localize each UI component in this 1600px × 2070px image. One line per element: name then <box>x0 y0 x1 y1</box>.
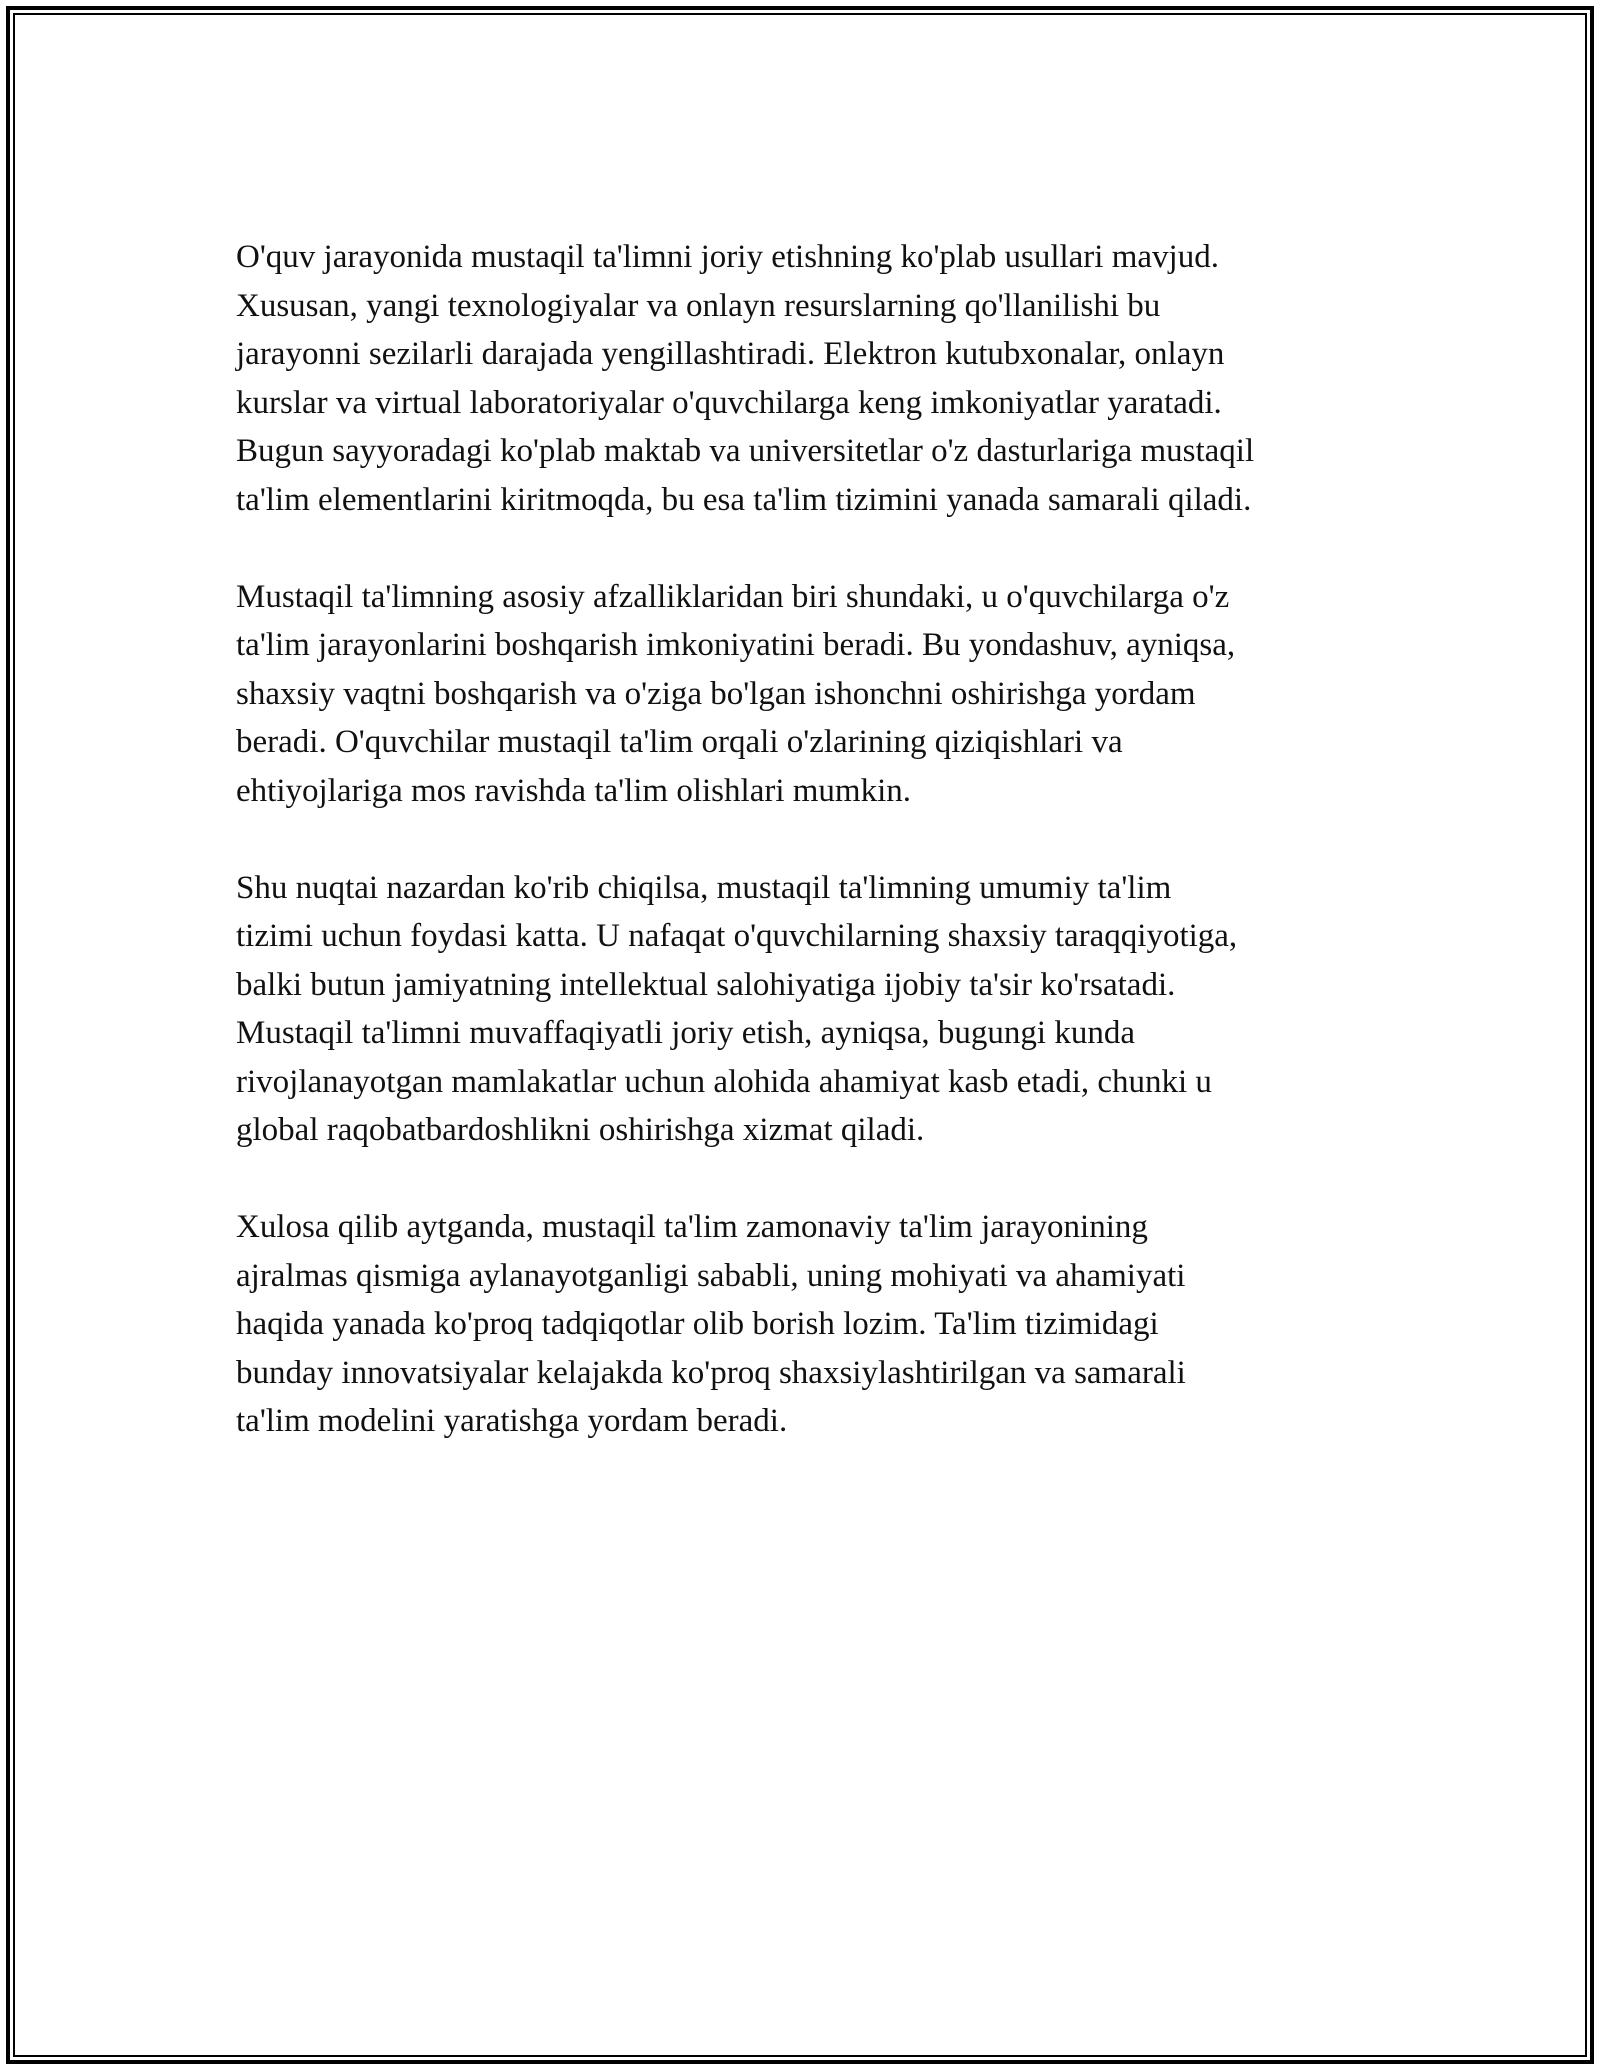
paragraph-4 <box>236 1203 1416 1446</box>
paragraph-1 <box>236 233 1416 524</box>
text-line: balki butun jamiyatning intellektual salohiyatiga ijobiy ta'sir ko'rsatadi. <box>236 966 1176 1003</box>
text-line: ehtiyojlariga mos ravishda ta'lim olishlari mumkin. <box>236 772 912 809</box>
text-line: ta'lim jarayonlarini boshqarish imkoniyatini beradi. Bu yondashuv, ayniqsa, <box>236 627 1236 663</box>
text-line: Mustaqil ta'limni muvaffaqiyatli joriy etish, ayniqsa, bugungi kunda <box>236 1015 1135 1051</box>
text-line: shaxsiy vaqtni boshqarish va o'ziga bo'lgan ishonchni oshirishga yordam <box>236 675 1196 712</box>
text-line: Xulosa qilib aytganda, mustaqil ta'lim zamonaviy ta'lim jarayonining <box>236 1209 1148 1245</box>
text-line: Mustaqil ta'limning asosiy afzalliklaridan biri shundaki, u o'quvchilarga o'z <box>236 578 1230 615</box>
text-line: tizimi uchun foydasi katta. U nafaqat o'quvchilarning shaxsiy taraqqiyotiga, <box>236 918 1238 954</box>
text-line: global raqobatbardoshlikni oshirishga xizmat qiladi. <box>236 1112 925 1148</box>
text-line: Bugun sayyoradagi ko'plab maktab va universitetlar o'z dasturlariga mustaqil <box>236 433 1255 469</box>
text-line: ta'lim modelini yaratishga yordam beradi. <box>236 1403 788 1439</box>
paragraph-2 <box>236 573 1416 816</box>
text-line: jarayonni sezilarli darajada yengillashtiradi. Elektron kutubxonalar, onlayn <box>236 336 1225 372</box>
text-line: rivojlanayotgan mamlakatlar uchun alohida ahamiyat kasb etadi, chunki u <box>236 1063 1212 1100</box>
text-line: O'quv jarayonida mustaqil ta'limni joriy etishning ko'plab usullari mavjud. <box>236 239 1219 275</box>
text-line: Shu nuqtai nazardan ko'rib chiqilsa, mustaqil ta'limning umumiy ta'lim <box>236 869 1172 906</box>
text-line: kurslar va virtual laboratoriyalar o'quvchilarga keng imkoniyatlar yaratadi. <box>236 384 1222 421</box>
text-line: Xususan, yangi texnologiyalar va onlayn resurslarning qo'llanilishi bu <box>236 287 1161 324</box>
text-line: ta'lim elementlarini kiritmoqda, bu esa ta'lim tizimini yanada samarali qiladi. <box>236 481 1252 518</box>
text-line: bunday innovatsiyalar kelajakda ko'proq shaxsiylashtirilgan va samarali <box>236 1354 1186 1391</box>
text-line: haqida yanada ko'proq tadqiqotlar olib borish lozim. Ta'lim tizimidagi <box>236 1306 1159 1342</box>
text-line: ajralmas qismiga aylanayotganligi sababli, uning mohiyati va ahamiyati <box>236 1257 1186 1294</box>
text-line: beradi. O'quvchilar mustaqil ta'lim orqali o'zlarining qiziqishlari va <box>236 724 1123 760</box>
document-body <box>236 233 1416 1494</box>
paragraph-3 <box>236 864 1416 1155</box>
